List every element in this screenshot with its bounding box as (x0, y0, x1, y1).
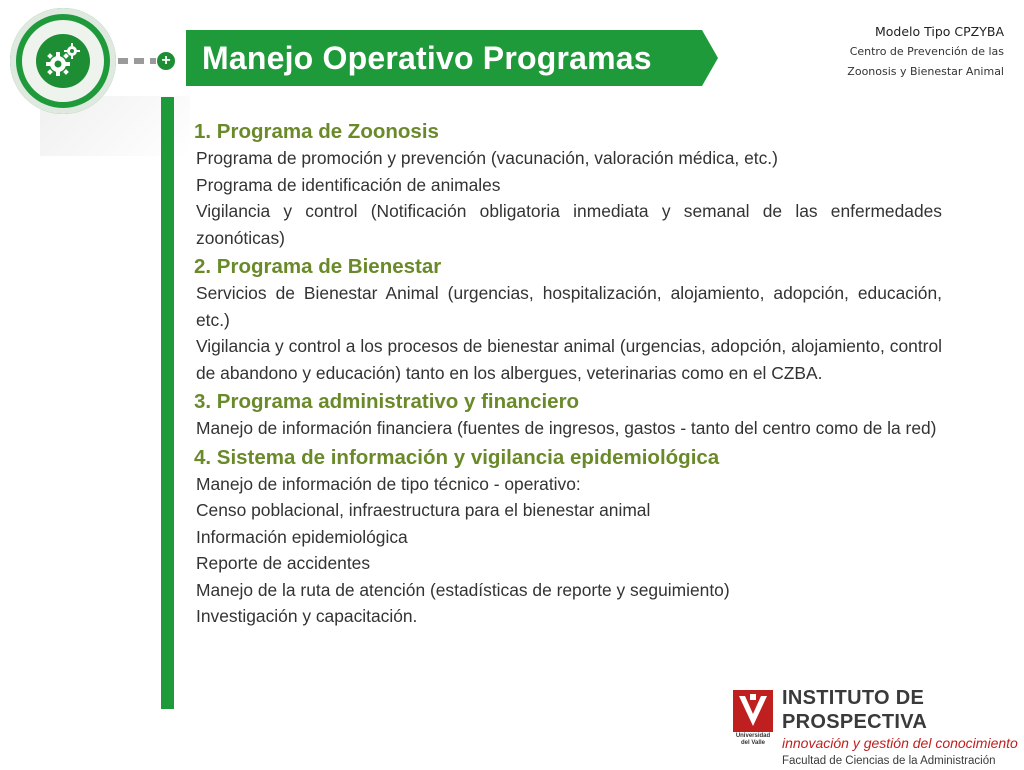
center-line-2: Zoonosis y Bienestar Animal (847, 65, 1004, 78)
bullet-dot-icon (166, 536, 171, 541)
list-item-text: Vigilancia y control a los procesos de bienestar animal (urgencias, adopción, alojamiento, control de abandono y educación) tanto en los albergues, veterinarias como en el CZBA. (196, 336, 942, 383)
bullet-list (160, 145, 942, 251)
dashed-connector (118, 58, 162, 64)
header-model-info (847, 22, 1004, 82)
section-title: 3. Programa administrativo y financiero (194, 390, 580, 413)
content-body (160, 116, 942, 630)
list-item (160, 577, 942, 604)
list-item-text: Manejo de información financiera (fuentes de ingresos, gastos - tanto del centro como de la red) (196, 418, 937, 438)
center-line-1: Centro de Prevención de las (849, 45, 1004, 58)
section-title: 2. Programa de Bienestar (194, 255, 442, 278)
institute-tagline: innovación y gestión del conocimiento (782, 735, 1018, 751)
faculty-name: Facultad de Ciencias de la Administración (782, 755, 996, 767)
list-item (160, 172, 942, 199)
bullet-dot-icon (166, 615, 171, 620)
bullet-dot-icon (166, 509, 171, 514)
list-item-text: Programa de identificación de animales (196, 174, 501, 195)
bullet-dot-icon (166, 562, 171, 567)
section-zoonosis (160, 118, 942, 251)
list-item (160, 333, 942, 386)
bullet-dot-icon (166, 210, 171, 215)
section-title: 1. Programa de Zoonosis (194, 120, 439, 143)
bullet-dot-icon (166, 589, 171, 594)
model-line: Modelo Tipo CPZYBA (874, 24, 1004, 39)
gears-icon (43, 41, 83, 81)
list-item (160, 280, 942, 333)
bullet-dot-icon (166, 427, 171, 432)
bullet-dot-icon (166, 157, 171, 162)
list-item (160, 603, 942, 630)
list-item-text: Programa de promoción y prevención (vacunación, valoración médica, etc.) (196, 148, 778, 168)
list-item-text: Censo poblacional, infraestructura para el bienestar animal (196, 500, 651, 520)
list-item-text: Reporte de accidentes (196, 553, 371, 573)
page-title: Manejo Operativo Programas (202, 40, 652, 76)
list-item (160, 497, 942, 524)
plus-icon: + (157, 52, 175, 70)
bullet-dot-icon (166, 292, 171, 297)
list-item-text: Información epidemiológica (196, 526, 408, 547)
list-item-text: Manejo de información de tipo técnico - operativo: (196, 473, 581, 494)
list-item-text: Vigilancia y control (Notificación obligatoria inmediata y semanal de las enfermedades zoonóticas) (196, 201, 942, 248)
section-administrativo (160, 388, 942, 442)
list-item-text: Servicios de Bienestar Animal (urgencias, hospitalización, alojamiento, adopción, educación, etc.) (196, 283, 942, 330)
list-item-text: Investigación y capacitación. (196, 606, 418, 626)
bullet-dot-icon (166, 345, 171, 350)
section-bienestar (160, 253, 942, 386)
bullet-dot-icon (166, 184, 171, 189)
bullet-list (160, 415, 942, 442)
list-item (160, 198, 942, 251)
university-label: Universidad del Valle (735, 733, 771, 746)
institute-name: INSTITUTO DE PROSPECTIVA (782, 687, 928, 733)
institute-branding (782, 686, 1024, 770)
list-item-text: Manejo de la ruta de atención (estadísticas de reporte y seguimiento) (196, 579, 730, 600)
section-title: 4. Sistema de información y vigilancia epidemiológica (194, 445, 720, 469)
list-item (160, 524, 942, 551)
section-informacion (160, 444, 942, 630)
list-item (160, 471, 942, 498)
bullet-list (160, 471, 942, 630)
list-item (160, 145, 942, 172)
bullet-dot-icon (166, 483, 171, 488)
list-item (160, 415, 942, 442)
list-item (160, 550, 942, 577)
bullet-list (160, 280, 942, 386)
